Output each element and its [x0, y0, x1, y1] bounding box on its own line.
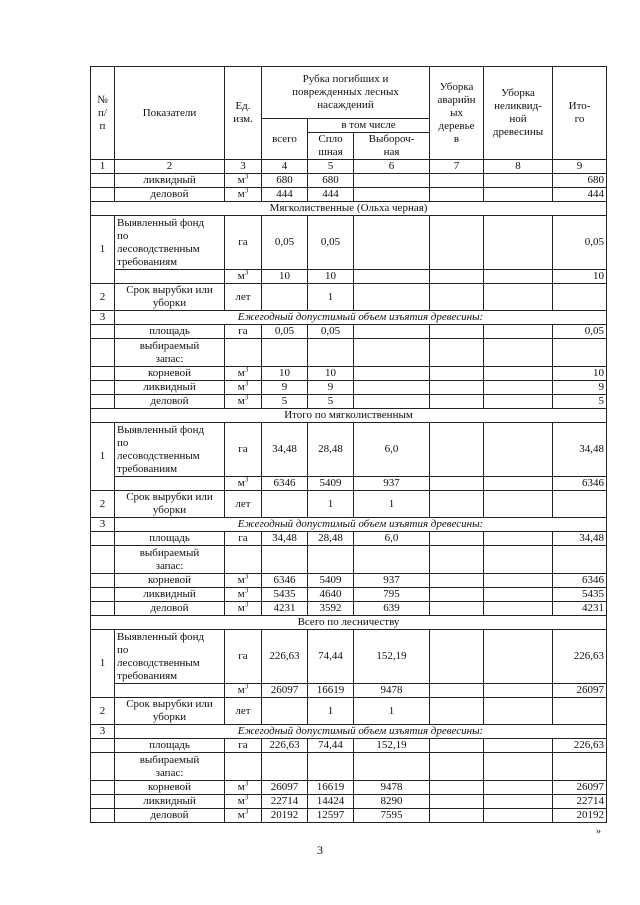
table-row	[91, 809, 607, 823]
table-row	[91, 588, 607, 602]
value-illiquid	[484, 216, 553, 270]
value-total: 226,63	[262, 630, 308, 684]
value-total: 26097	[262, 781, 308, 795]
value-illiquid	[484, 477, 553, 491]
value-selective	[354, 174, 430, 188]
value-total: 5	[262, 395, 308, 409]
stock-row	[91, 546, 607, 574]
fund-volume-row	[91, 684, 607, 698]
value-selective: 6,0	[354, 423, 430, 477]
column-number: 5	[308, 160, 354, 174]
header-indicators: Показатели	[115, 67, 225, 160]
value-clear: 1	[308, 491, 354, 518]
value-total	[262, 284, 308, 311]
value-clear: 5	[308, 395, 354, 409]
value-selective	[354, 325, 430, 339]
header-sum: Ито- го	[553, 67, 607, 160]
value-illiquid	[484, 588, 553, 602]
value-illiquid	[484, 270, 553, 284]
value-emergency	[430, 574, 484, 588]
continuation-mark: »	[596, 826, 601, 837]
unit-cell: $м^3$	[225, 588, 262, 602]
value-emergency	[430, 795, 484, 809]
value-clear: 28,48	[308, 423, 354, 477]
value-selective: 639	[354, 602, 430, 616]
value-illiquid	[484, 367, 553, 381]
value-clear: 680	[308, 174, 354, 188]
value-total: 6346	[262, 477, 308, 491]
section-title-row	[91, 616, 607, 630]
unit-cell: $м^3$	[225, 174, 262, 188]
table-row	[91, 795, 607, 809]
row-number: 3	[91, 311, 115, 325]
table-row	[91, 174, 607, 188]
value-clear: 16619	[308, 684, 354, 698]
row-label: площадь	[115, 739, 225, 753]
term-row	[91, 698, 607, 725]
value-sum: 9	[553, 381, 607, 395]
value-selective: 152,19	[354, 630, 430, 684]
value-illiquid	[484, 684, 553, 698]
header-illiquid: Уборка неликвид- ной древесины	[484, 67, 553, 160]
value-emergency	[430, 367, 484, 381]
header-including: в том числе	[308, 119, 430, 133]
row-label: площадь	[115, 325, 225, 339]
row-label: деловой	[115, 395, 225, 409]
value-clear: 4640	[308, 588, 354, 602]
value-selective: 7595	[354, 809, 430, 823]
value-emergency	[430, 423, 484, 477]
value-emergency	[430, 781, 484, 795]
value-sum: 4231	[553, 602, 607, 616]
term-row	[91, 491, 607, 518]
value-total: 0,05	[262, 325, 308, 339]
value-sum: 26097	[553, 684, 607, 698]
stock-label: выбираемый запас:	[115, 339, 225, 367]
value-selective	[354, 284, 430, 311]
value-emergency	[430, 602, 484, 616]
value-emergency	[430, 477, 484, 491]
unit-cell: $м^3$	[225, 477, 262, 491]
stock-row	[91, 339, 607, 367]
row-number: 2	[91, 284, 115, 311]
value-illiquid	[484, 781, 553, 795]
row-number: 2	[91, 698, 115, 725]
value-clear: 14424	[308, 795, 354, 809]
value-clear: 5409	[308, 574, 354, 588]
row-label: корневой	[115, 781, 225, 795]
value-total: 5435	[262, 588, 308, 602]
value-sum: 0,05	[553, 325, 607, 339]
value-emergency	[430, 395, 484, 409]
row-label: деловой	[115, 602, 225, 616]
value-clear: 12597	[308, 809, 354, 823]
unit-cell: $м^3$	[225, 188, 262, 202]
unit-cell: га	[225, 325, 262, 339]
value-total: 22714	[262, 795, 308, 809]
annual-title: Ежегодный допустимый объем изъятия древесины:	[115, 518, 607, 532]
value-selective	[354, 188, 430, 202]
table-row	[91, 574, 607, 588]
row-label: ликвидный	[115, 174, 225, 188]
value-total: 444	[262, 188, 308, 202]
value-emergency	[430, 684, 484, 698]
value-clear: 0,05	[308, 216, 354, 270]
value-selective	[354, 381, 430, 395]
value-sum: 6346	[553, 574, 607, 588]
value-total: 226,63	[262, 739, 308, 753]
value-total: 0,05	[262, 216, 308, 270]
value-clear: 1	[308, 284, 354, 311]
column-number: 8	[484, 160, 553, 174]
area-row	[91, 532, 607, 546]
value-total	[262, 491, 308, 518]
term-label: Срок вырубки или уборки	[115, 698, 225, 725]
unit-cell: $м^3$	[225, 270, 262, 284]
header-felling: Рубка погибших и поврежденных лесных насаждений	[262, 67, 430, 119]
value-total: 20192	[262, 809, 308, 823]
value-sum: 10	[553, 367, 607, 381]
value-total: 34,48	[262, 532, 308, 546]
value-selective	[354, 367, 430, 381]
value-selective: 937	[354, 574, 430, 588]
stock-row	[91, 753, 607, 781]
value-illiquid	[484, 574, 553, 588]
value-clear: 74,44	[308, 739, 354, 753]
value-clear: 74,44	[308, 630, 354, 684]
unit-cell: лет	[225, 698, 262, 725]
table-row	[91, 602, 607, 616]
value-total: 4231	[262, 602, 308, 616]
row-number: 3	[91, 725, 115, 739]
value-emergency	[430, 381, 484, 395]
value-selective: 9478	[354, 684, 430, 698]
unit-cell: $м^3$	[225, 574, 262, 588]
value-clear: 10	[308, 270, 354, 284]
unit-cell: $м^3$	[225, 381, 262, 395]
term-row	[91, 284, 607, 311]
column-number: 4	[262, 160, 308, 174]
column-number: 1	[91, 160, 115, 174]
value-illiquid	[484, 809, 553, 823]
section-title: Всего по лесничеству	[91, 616, 607, 630]
unit-cell: лет	[225, 284, 262, 311]
annual-row	[91, 725, 607, 739]
value-selective: 6,0	[354, 532, 430, 546]
row-number: 1	[91, 630, 115, 698]
stock-label: выбираемый запас:	[115, 753, 225, 781]
table-row	[91, 395, 607, 409]
value-selective: 1	[354, 491, 430, 518]
header-num: № п/ п	[91, 67, 115, 160]
row-number: 1	[91, 216, 115, 284]
unit-cell: $м^3$	[225, 809, 262, 823]
value-sum: 226,63	[553, 630, 607, 684]
table-row	[91, 381, 607, 395]
value-clear: 10	[308, 367, 354, 381]
fund-row	[91, 423, 607, 477]
value-sum: 20192	[553, 809, 607, 823]
value-emergency	[430, 216, 484, 270]
column-numbers-row	[91, 160, 607, 174]
column-number: 6	[354, 160, 430, 174]
fund-row	[91, 216, 607, 270]
value-illiquid	[484, 395, 553, 409]
value-selective	[354, 395, 430, 409]
header-total: всего	[262, 119, 308, 160]
value-clear: 3592	[308, 602, 354, 616]
row-label: ликвидный	[115, 795, 225, 809]
header-clear: Спло шная	[308, 133, 354, 160]
value-selective	[354, 270, 430, 284]
value-illiquid	[484, 630, 553, 684]
stock-label: выбираемый запас:	[115, 546, 225, 574]
row-label: площадь	[115, 532, 225, 546]
annual-row	[91, 311, 607, 325]
area-row	[91, 325, 607, 339]
fund-label: Выявленный фонд по лесоводственным требованиям	[115, 630, 225, 684]
row-label: корневой	[115, 574, 225, 588]
page-number: 3	[317, 843, 323, 857]
row-number: 3	[91, 518, 115, 532]
value-selective: 8290	[354, 795, 430, 809]
unit-cell: $м^3$	[225, 395, 262, 409]
value-selective: 937	[354, 477, 430, 491]
value-sum: 680	[553, 174, 607, 188]
value-sum: 5435	[553, 588, 607, 602]
annual-title: Ежегодный допустимый объем изъятия древесины:	[115, 725, 607, 739]
value-emergency	[430, 630, 484, 684]
unit-cell: га	[225, 423, 262, 477]
value-sum: 444	[553, 188, 607, 202]
fund-volume-row	[91, 270, 607, 284]
table-row	[91, 188, 607, 202]
value-total: 10	[262, 367, 308, 381]
header-selective: Выбороч- ная	[354, 133, 430, 160]
header-emergency: Уборка аварийн ых деревье в	[430, 67, 484, 160]
row-label: корневой	[115, 367, 225, 381]
value-selective: 9478	[354, 781, 430, 795]
value-sum: 26097	[553, 781, 607, 795]
unit-cell: га	[225, 532, 262, 546]
column-number: 9	[553, 160, 607, 174]
value-clear: 9	[308, 381, 354, 395]
value-selective	[354, 216, 430, 270]
value-sum: 6346	[553, 477, 607, 491]
header-row	[91, 67, 607, 119]
unit-cell: $м^3$	[225, 781, 262, 795]
unit-cell: $м^3$	[225, 367, 262, 381]
fund-volume-row	[91, 477, 607, 491]
unit-cell: лет	[225, 491, 262, 518]
value-total: 6346	[262, 574, 308, 588]
unit-cell: $м^3$	[225, 602, 262, 616]
value-total: 680	[262, 174, 308, 188]
value-illiquid	[484, 423, 553, 477]
value-sum: 34,48	[553, 532, 607, 546]
section-title-row	[91, 409, 607, 423]
value-emergency	[430, 588, 484, 602]
unit-cell: га	[225, 630, 262, 684]
fund-label: Выявленный фонд по лесоводственным требованиям	[115, 216, 225, 270]
value-emergency	[430, 809, 484, 823]
value-sum: 226,63	[553, 739, 607, 753]
row-number: 1	[91, 423, 115, 491]
value-emergency	[430, 188, 484, 202]
table-row	[91, 781, 607, 795]
value-total: 34,48	[262, 423, 308, 477]
value-clear: 444	[308, 188, 354, 202]
value-total	[262, 698, 308, 725]
row-label: деловой	[115, 809, 225, 823]
column-number: 3	[225, 160, 262, 174]
value-sum: 10	[553, 270, 607, 284]
value-emergency	[430, 270, 484, 284]
value-selective: 152,19	[354, 739, 430, 753]
value-clear: 28,48	[308, 532, 354, 546]
value-total: 10	[262, 270, 308, 284]
value-clear: 1	[308, 698, 354, 725]
row-label: ликвидный	[115, 588, 225, 602]
value-sum: 5	[553, 395, 607, 409]
value-total: 9	[262, 381, 308, 395]
term-label: Срок вырубки или уборки	[115, 491, 225, 518]
value-illiquid	[484, 795, 553, 809]
value-selective: 795	[354, 588, 430, 602]
section-title: Мягколиственные (Ольха черная)	[91, 202, 607, 216]
value-emergency	[430, 174, 484, 188]
value-illiquid	[484, 602, 553, 616]
row-label: ликвидный	[115, 381, 225, 395]
header-unit: Ед. изм.	[225, 67, 262, 160]
value-total: 26097	[262, 684, 308, 698]
value-selective: 1	[354, 698, 430, 725]
section-title: Итого по мягколиственным	[91, 409, 607, 423]
unit-cell: $м^3$	[225, 684, 262, 698]
annual-title: Ежегодный допустимый объем изъятия древесины:	[115, 311, 607, 325]
annual-row	[91, 518, 607, 532]
term-label: Срок вырубки или уборки	[115, 284, 225, 311]
forest-felling-table	[90, 66, 607, 823]
value-clear: 5409	[308, 477, 354, 491]
column-number: 2	[115, 160, 225, 174]
unit-cell: га	[225, 739, 262, 753]
value-sum: 34,48	[553, 423, 607, 477]
value-sum: 22714	[553, 795, 607, 809]
column-number: 7	[430, 160, 484, 174]
value-illiquid	[484, 188, 553, 202]
unit-cell: $м^3$	[225, 795, 262, 809]
value-illiquid	[484, 174, 553, 188]
value-clear: 0,05	[308, 325, 354, 339]
section-title-row	[91, 202, 607, 216]
row-label: деловой	[115, 188, 225, 202]
value-sum: 0,05	[553, 216, 607, 270]
value-clear: 16619	[308, 781, 354, 795]
row-number: 2	[91, 491, 115, 518]
table-row	[91, 367, 607, 381]
value-illiquid	[484, 381, 553, 395]
unit-cell: га	[225, 216, 262, 270]
fund-row	[91, 630, 607, 684]
area-row	[91, 739, 607, 753]
fund-label: Выявленный фонд по лесоводственным требованиям	[115, 423, 225, 477]
